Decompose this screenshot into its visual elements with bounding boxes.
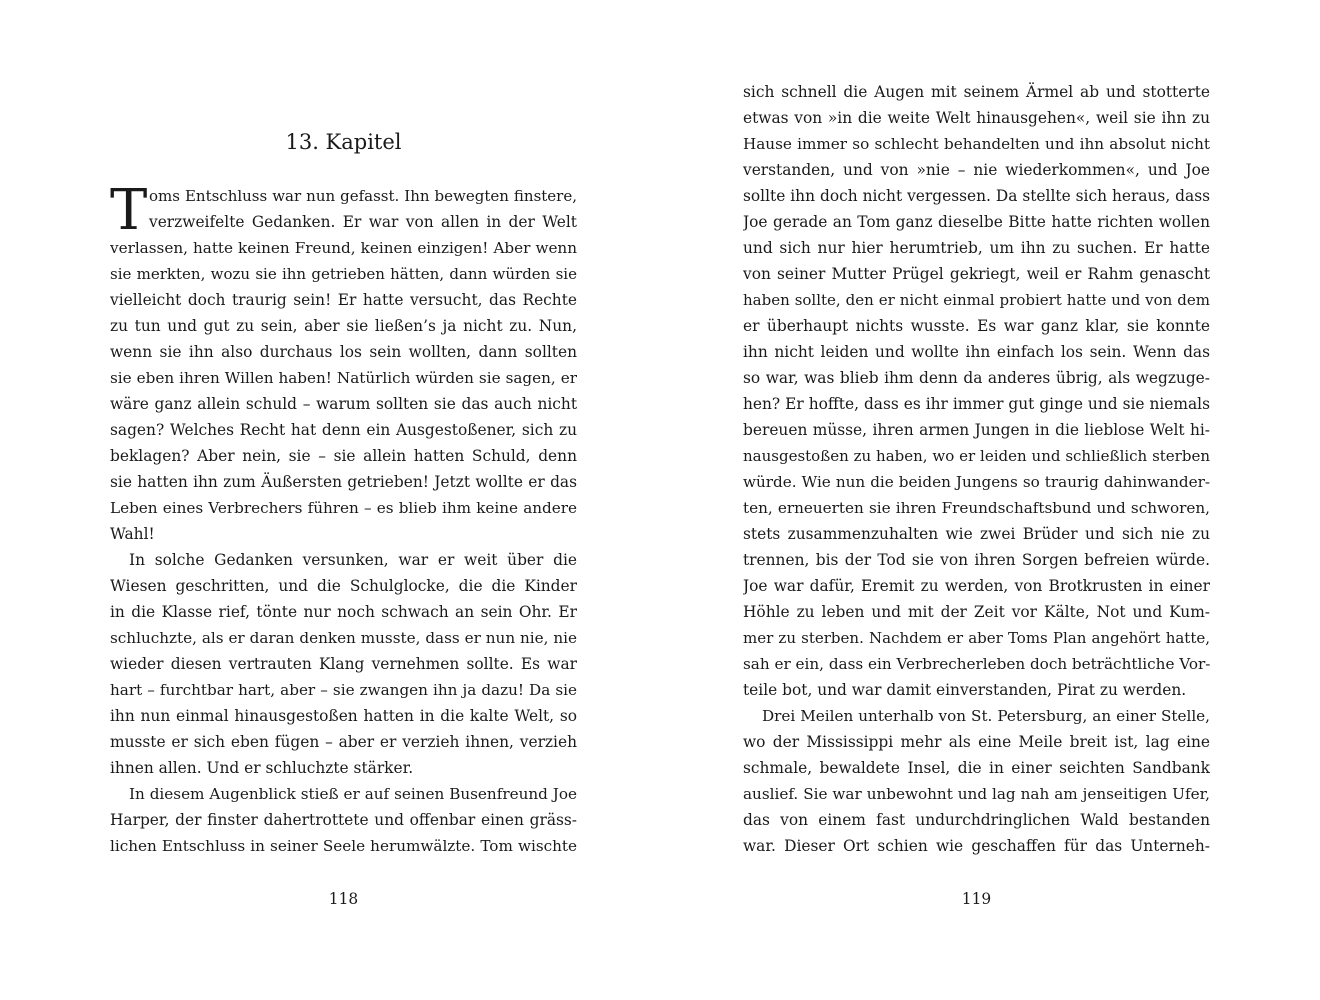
text-line: vielleicht doch traurig sein! Er hatte versucht, das Rechte xyxy=(110,291,577,309)
text-line: Hause immer so schlecht behandelten und ihn absolut nicht xyxy=(743,135,1210,153)
text-line: Drei Meilen unterhalb von St. Petersburg, an einer Stelle, xyxy=(762,707,1210,725)
text-line: beklagen? Aber nein, sie – sie allein hatten Schuld, denn xyxy=(110,447,577,465)
text-line: lichen Entschluss in seiner Seele herumwälzte. Tom wischte xyxy=(110,837,577,855)
chapter-title: 13. Kapitel xyxy=(285,130,402,154)
text-line: teile bot, und war damit einverstanden, Pirat zu werden. xyxy=(743,681,1187,699)
text-line: hart – furchtbar hart, aber – sie zwangen ihn ja dazu! Da sie xyxy=(110,681,577,699)
text-line: wäre ganz allein schuld – warum sollten sie das auch nicht xyxy=(110,395,577,413)
text-line: von seiner Mutter Prügel gekriegt, weil er Rahm genascht xyxy=(743,265,1210,283)
text-line: Wiesen geschritten, und die Schulglocke, die die Kinder xyxy=(110,577,577,595)
text-line: In diesem Augenblick stieß er auf seinen Busenfreund Joe xyxy=(129,785,577,803)
right-page xyxy=(743,0,1210,1000)
text-line: zu tun und gut zu sein, aber sie ließen’s ja nicht zu. Nun, xyxy=(110,317,577,335)
text-line: Joe gerade an Tom ganz dieselbe Bitte hatte richten wollen xyxy=(743,213,1210,231)
text-line: und sich nur hier herumtrieb, um ihn zu suchen. Er hatte xyxy=(743,239,1210,257)
text-line: nausgestoßen zu haben, wo er leiden und schließlich sterben xyxy=(743,447,1210,465)
text-line: Harper, der finster dahertrottete und offenbar einen gräss- xyxy=(110,811,577,829)
text-line: auslief. Sie war unbewohnt und lag nah am jenseitigen Ufer, xyxy=(743,785,1210,803)
text-line: Wahl! xyxy=(110,525,155,543)
text-line: ihnen allen. Und er schluchzte stärker. xyxy=(110,759,414,777)
text-line: wieder diesen vertrauten Klang vernehmen sollte. Es war xyxy=(110,655,577,673)
text-line: Joe war dafür, Eremit zu werden, von Brotkrusten in einer xyxy=(743,577,1210,595)
text-line: er überhaupt nichts wusste. Es war ganz klar, sie konnte xyxy=(743,317,1210,335)
text-line: ten, erneuerten sie ihren Freundschaftsbund und schworen, xyxy=(743,499,1210,517)
text-line: sah er ein, dass ein Verbrecherleben doch beträchtliche Vor- xyxy=(743,655,1210,673)
text-line: wenn sie ihn also durchaus los sein wollten, dann sollten xyxy=(110,343,577,361)
text-line: das von einem fast undurchdringlichen Wald bestanden xyxy=(743,811,1210,829)
text-line: sie merkten, wozu sie ihn getrieben hätten, dann würden sie xyxy=(110,265,577,283)
text-line: ihn nicht leiden und wollte ihn einfach los sein. Wenn das xyxy=(743,343,1210,361)
text-line: musste er sich eben fügen – aber er verzieh ihnen, verzieh xyxy=(110,733,577,751)
text-line: bereuen müsse, ihren armen Jungen in die lieblose Welt hi- xyxy=(743,421,1210,439)
left-page xyxy=(110,0,577,1000)
text-line: sollte ihn doch nicht vergessen. Da stellte sich heraus, dass xyxy=(743,187,1210,205)
text-line: trennen, bis der Tod sie von ihren Sorgen befreien würde. xyxy=(743,551,1210,569)
right-page-text xyxy=(743,79,1210,859)
text-line: würde. Wie nun die beiden Jungens so traurig dahinwander- xyxy=(743,473,1210,491)
text-line: haben sollte, den er nicht einmal probiert hatte und von dem xyxy=(743,291,1210,309)
text-line: schluchzte, als er daran denken musste, dass er nun nie, nie xyxy=(110,629,577,647)
page-number: 118 xyxy=(328,890,359,908)
text-line: schmale, bewaldete Insel, die in einer seichten Sandbank xyxy=(743,759,1210,777)
page-number: 119 xyxy=(961,890,992,908)
left-page-text xyxy=(110,178,577,859)
text-line: verstanden, und von »nie – nie wiederkommen«, und Joe xyxy=(743,161,1210,179)
text-line: etwas von »in die weite Welt hinausgehen«, weil sie ihn zu xyxy=(743,109,1210,127)
text-line: war. Dieser Ort schien wie geschaffen für das Unterneh- xyxy=(743,837,1210,855)
text-line: hen? Er hoffte, dass es ihr immer gut ginge und sie niemals xyxy=(743,395,1210,413)
text-line: wo der Mississippi mehr als eine Meile breit ist, lag eine xyxy=(743,733,1210,751)
drop-cap: T xyxy=(110,178,148,243)
text-line: ihn nun einmal hinausgestoßen hatten in die kalte Welt, so xyxy=(110,707,577,725)
text-line: In solche Gedanken versunken, war er weit über die xyxy=(129,551,577,569)
text-line: mer zu sterben. Nachdem er aber Toms Plan angehört hatte, xyxy=(743,629,1210,647)
text-line: Höhle zu leben und mit der Zeit vor Kälte, Not und Kum- xyxy=(743,603,1210,621)
text-line: so war, was blieb ihm denn da anderes übrig, als wegzuge- xyxy=(743,369,1210,387)
text-line: sagen? Welches Recht hat denn ein Ausgestoßener, sich zu xyxy=(110,421,577,439)
text-line: sich schnell die Augen mit seinem Ärmel ab und stotterte xyxy=(743,83,1210,101)
text-line: in die Klasse rief, tönte nur noch schwach an sein Ohr. Er xyxy=(110,603,577,621)
text-line: sie eben ihren Willen haben! Natürlich würden sie sagen, er xyxy=(110,369,577,387)
text-line: verzweifelte Gedanken. Er war von allen in der Welt xyxy=(149,213,577,231)
text-line: sie hatten ihn zum Äußersten getrieben! Jetzt wollte er das xyxy=(110,473,577,491)
text-line: oms Entschluss war nun gefasst. Ihn bewegten finstere, xyxy=(149,187,577,205)
text-line: verlassen, hatte keinen Freund, keinen einzigen! Aber wenn xyxy=(110,239,577,257)
text-line: stets zusammenzuhalten wie zwei Brüder und sich nie zu xyxy=(743,525,1210,543)
text-line: Leben eines Verbrechers führen – es blieb ihm keine andere xyxy=(110,499,577,517)
